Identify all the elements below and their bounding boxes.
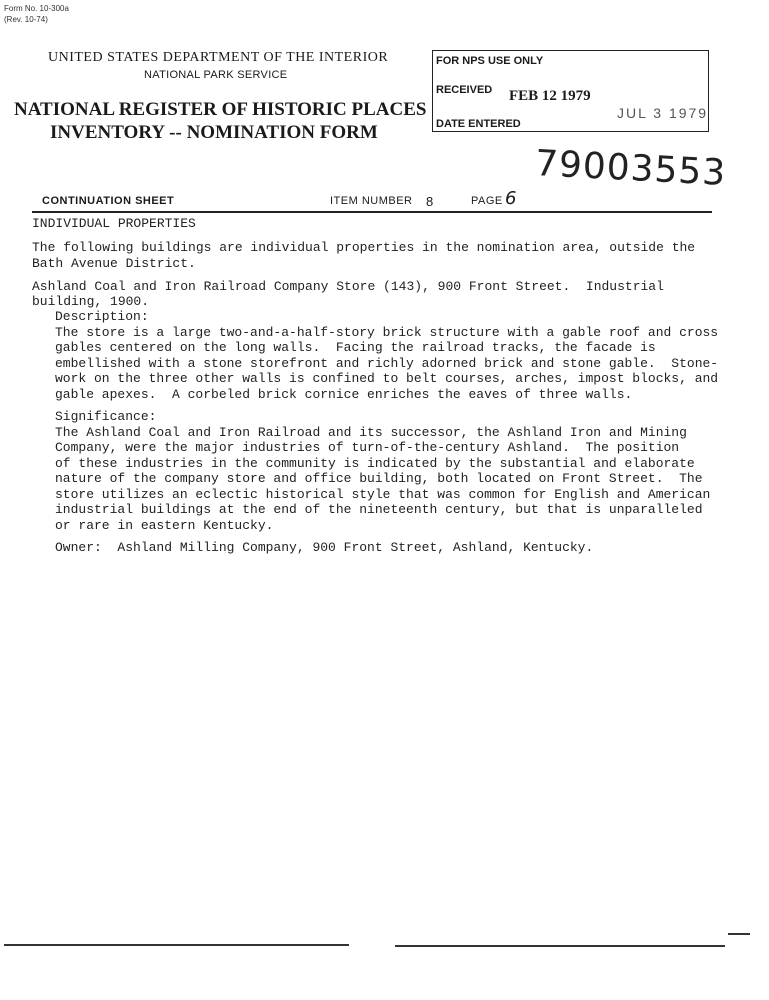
significance-line: or rare in eastern Kentucky. [55, 518, 274, 533]
date-entered-stamp: JUL 3 1979 [617, 105, 709, 121]
page-label: PAGE [471, 195, 503, 207]
section-heading: INDIVIDUAL PROPERTIES [32, 216, 196, 231]
continuation-sheet-label: CONTINUATION SHEET [42, 195, 175, 207]
owner-line: Owner: Ashland Milling Company, 900 Front Street, Ashland, Kentucky. [55, 540, 594, 555]
footer-rule-right [395, 945, 725, 947]
description-line: embellished with a stone storefront and richly adorned brick and stone gable. Stone- [55, 356, 719, 371]
description-line: gables centered on the long walls. Facing the railroad tracks, the facade is [55, 340, 656, 355]
page-number: 6 [505, 188, 517, 209]
form-title-line2: INVENTORY -- NOMINATION FORM [50, 122, 378, 143]
significance-line: industrial buildings at the end of the nineteenth century, but that is unparalleled [55, 502, 703, 517]
department-name: UNITED STATES DEPARTMENT OF THE INTERIOR [48, 50, 389, 65]
significance-line: nature of the company store and office building, both located on Front Street. The [55, 471, 703, 486]
form-title-line1: NATIONAL REGISTER OF HISTORIC PLACES [14, 99, 427, 120]
footer-rule-left [4, 944, 349, 946]
item-number-value: 8 [426, 194, 434, 209]
date-entered-label: DATE ENTERED [436, 118, 521, 130]
header-rule [32, 211, 712, 213]
intro-line-1: The following buildings are individual properties in the nomination area, outside the [32, 240, 696, 255]
significance-label: Significance: [55, 409, 157, 424]
significance-line: of these industries in the community is indicated by the substantial and elaborate [55, 456, 695, 471]
footer-mark [728, 933, 750, 935]
description-line: work on the three other walls is confined to belt courses, arches, impost blocks, and [55, 371, 719, 386]
nps-use-box [432, 50, 709, 132]
description-line: The store is a large two-and-a-half-story brick structure with a gable roof and cross [55, 325, 719, 340]
intro-line-2: Bath Avenue District. [32, 256, 196, 271]
property-line-1: Ashland Coal and Iron Railroad Company Store (143), 900 Front Street. Industrial [32, 279, 664, 294]
form-number: Form No. 10-300a [4, 4, 69, 13]
received-date-stamp: FEB 12 1979 [509, 88, 591, 104]
item-number-label: ITEM NUMBER [330, 195, 413, 207]
significance-line: The Ashland Coal and Iron Railroad and its successor, the Ashland Iron and Mining [55, 425, 687, 440]
nps-use-heading: FOR NPS USE ONLY [436, 55, 544, 67]
agency-name: NATIONAL PARK SERVICE [144, 69, 288, 81]
significance-line: Company, were the major industries of turn-of-the-century Ashland. The position [55, 440, 680, 455]
reference-number: 79003553 [534, 143, 728, 194]
form-revision: (Rev. 10-74) [4, 15, 48, 24]
significance-line: store utilizes an eclectic historical style that was common for English and American [55, 487, 711, 502]
description-label: Description: [55, 309, 149, 324]
property-line-2: building, 1900. [32, 294, 150, 309]
description-line: gable apexes. A corbeled brick cornice enriches the eaves of three walls. [55, 387, 633, 402]
received-label: RECEIVED [436, 84, 493, 96]
